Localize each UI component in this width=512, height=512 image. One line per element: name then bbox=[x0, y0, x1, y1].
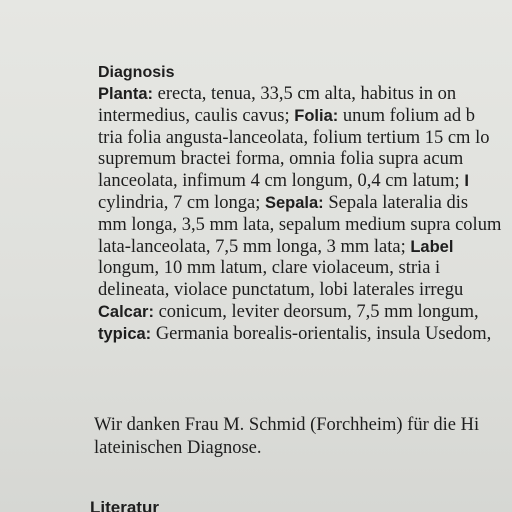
text-line bbox=[98, 106, 512, 128]
text-line: Wir danken Frau M. Schmid (Forchheim) für die Hi bbox=[94, 415, 480, 435]
line-text: supremum bractei forma, omnia folia supra acum bbox=[98, 149, 464, 170]
text-line bbox=[98, 171, 512, 193]
section-heading-literatur: Literatur bbox=[90, 498, 159, 512]
term-label: Planta: bbox=[98, 85, 154, 103]
line-text: conicum, leviter deorsum, 7,5 mm longum, bbox=[153, 301, 479, 322]
line-text: lata-lanceolata, 7,5 mm longa, 3 mm lata; bbox=[98, 236, 411, 257]
text-line bbox=[98, 215, 512, 237]
text-line bbox=[98, 128, 512, 150]
term-label: Sepala: bbox=[264, 193, 324, 212]
line-text: lanceolata, infimum 4 cm longum, 0,4 cm latum; bbox=[98, 171, 465, 192]
line-text: intermedius, caulis cavus; bbox=[98, 105, 295, 126]
line-text: unum folium ad b bbox=[338, 105, 475, 126]
line-text: Sepala lateralia dis bbox=[323, 192, 469, 213]
term-label: Calcar: bbox=[98, 302, 154, 321]
text-line bbox=[98, 324, 512, 346]
text-line bbox=[98, 149, 512, 171]
term-label: I bbox=[464, 172, 469, 191]
acknowledgement-paragraph bbox=[94, 414, 512, 460]
line-text: erecta, tenua, 33,5 cm alta, habitus in on bbox=[153, 84, 457, 104]
text-line bbox=[98, 193, 512, 215]
text-line bbox=[98, 237, 512, 259]
text-line bbox=[98, 280, 512, 302]
line-text: mm longa, 3,5 mm lata, sepalum medium supra colum bbox=[98, 214, 502, 235]
term-label: Folia: bbox=[294, 106, 339, 125]
section-heading-diagnosis: Diagnosis bbox=[98, 64, 175, 81]
line-text: delineata, violace punctatum, lobi laterales irregu bbox=[98, 280, 464, 301]
text-line bbox=[98, 84, 512, 106]
term-label: Label bbox=[410, 237, 454, 256]
line-text: longum, 10 mm latum, clare violaceum, stria i bbox=[98, 258, 441, 279]
line-text: Germania borealis-orientalis, insula Usedom, bbox=[151, 323, 492, 344]
line-text: tria folia angusta-lanceolata, folium tertium 15 cm lo bbox=[98, 127, 490, 148]
term-label: typica: bbox=[98, 324, 152, 343]
diagnosis-section bbox=[98, 62, 512, 346]
line-text: cylindria, 7 cm longa; bbox=[98, 192, 265, 213]
text-line bbox=[98, 258, 512, 280]
text-line: lateinischen Diagnose. bbox=[94, 438, 262, 458]
text-line bbox=[98, 302, 512, 324]
